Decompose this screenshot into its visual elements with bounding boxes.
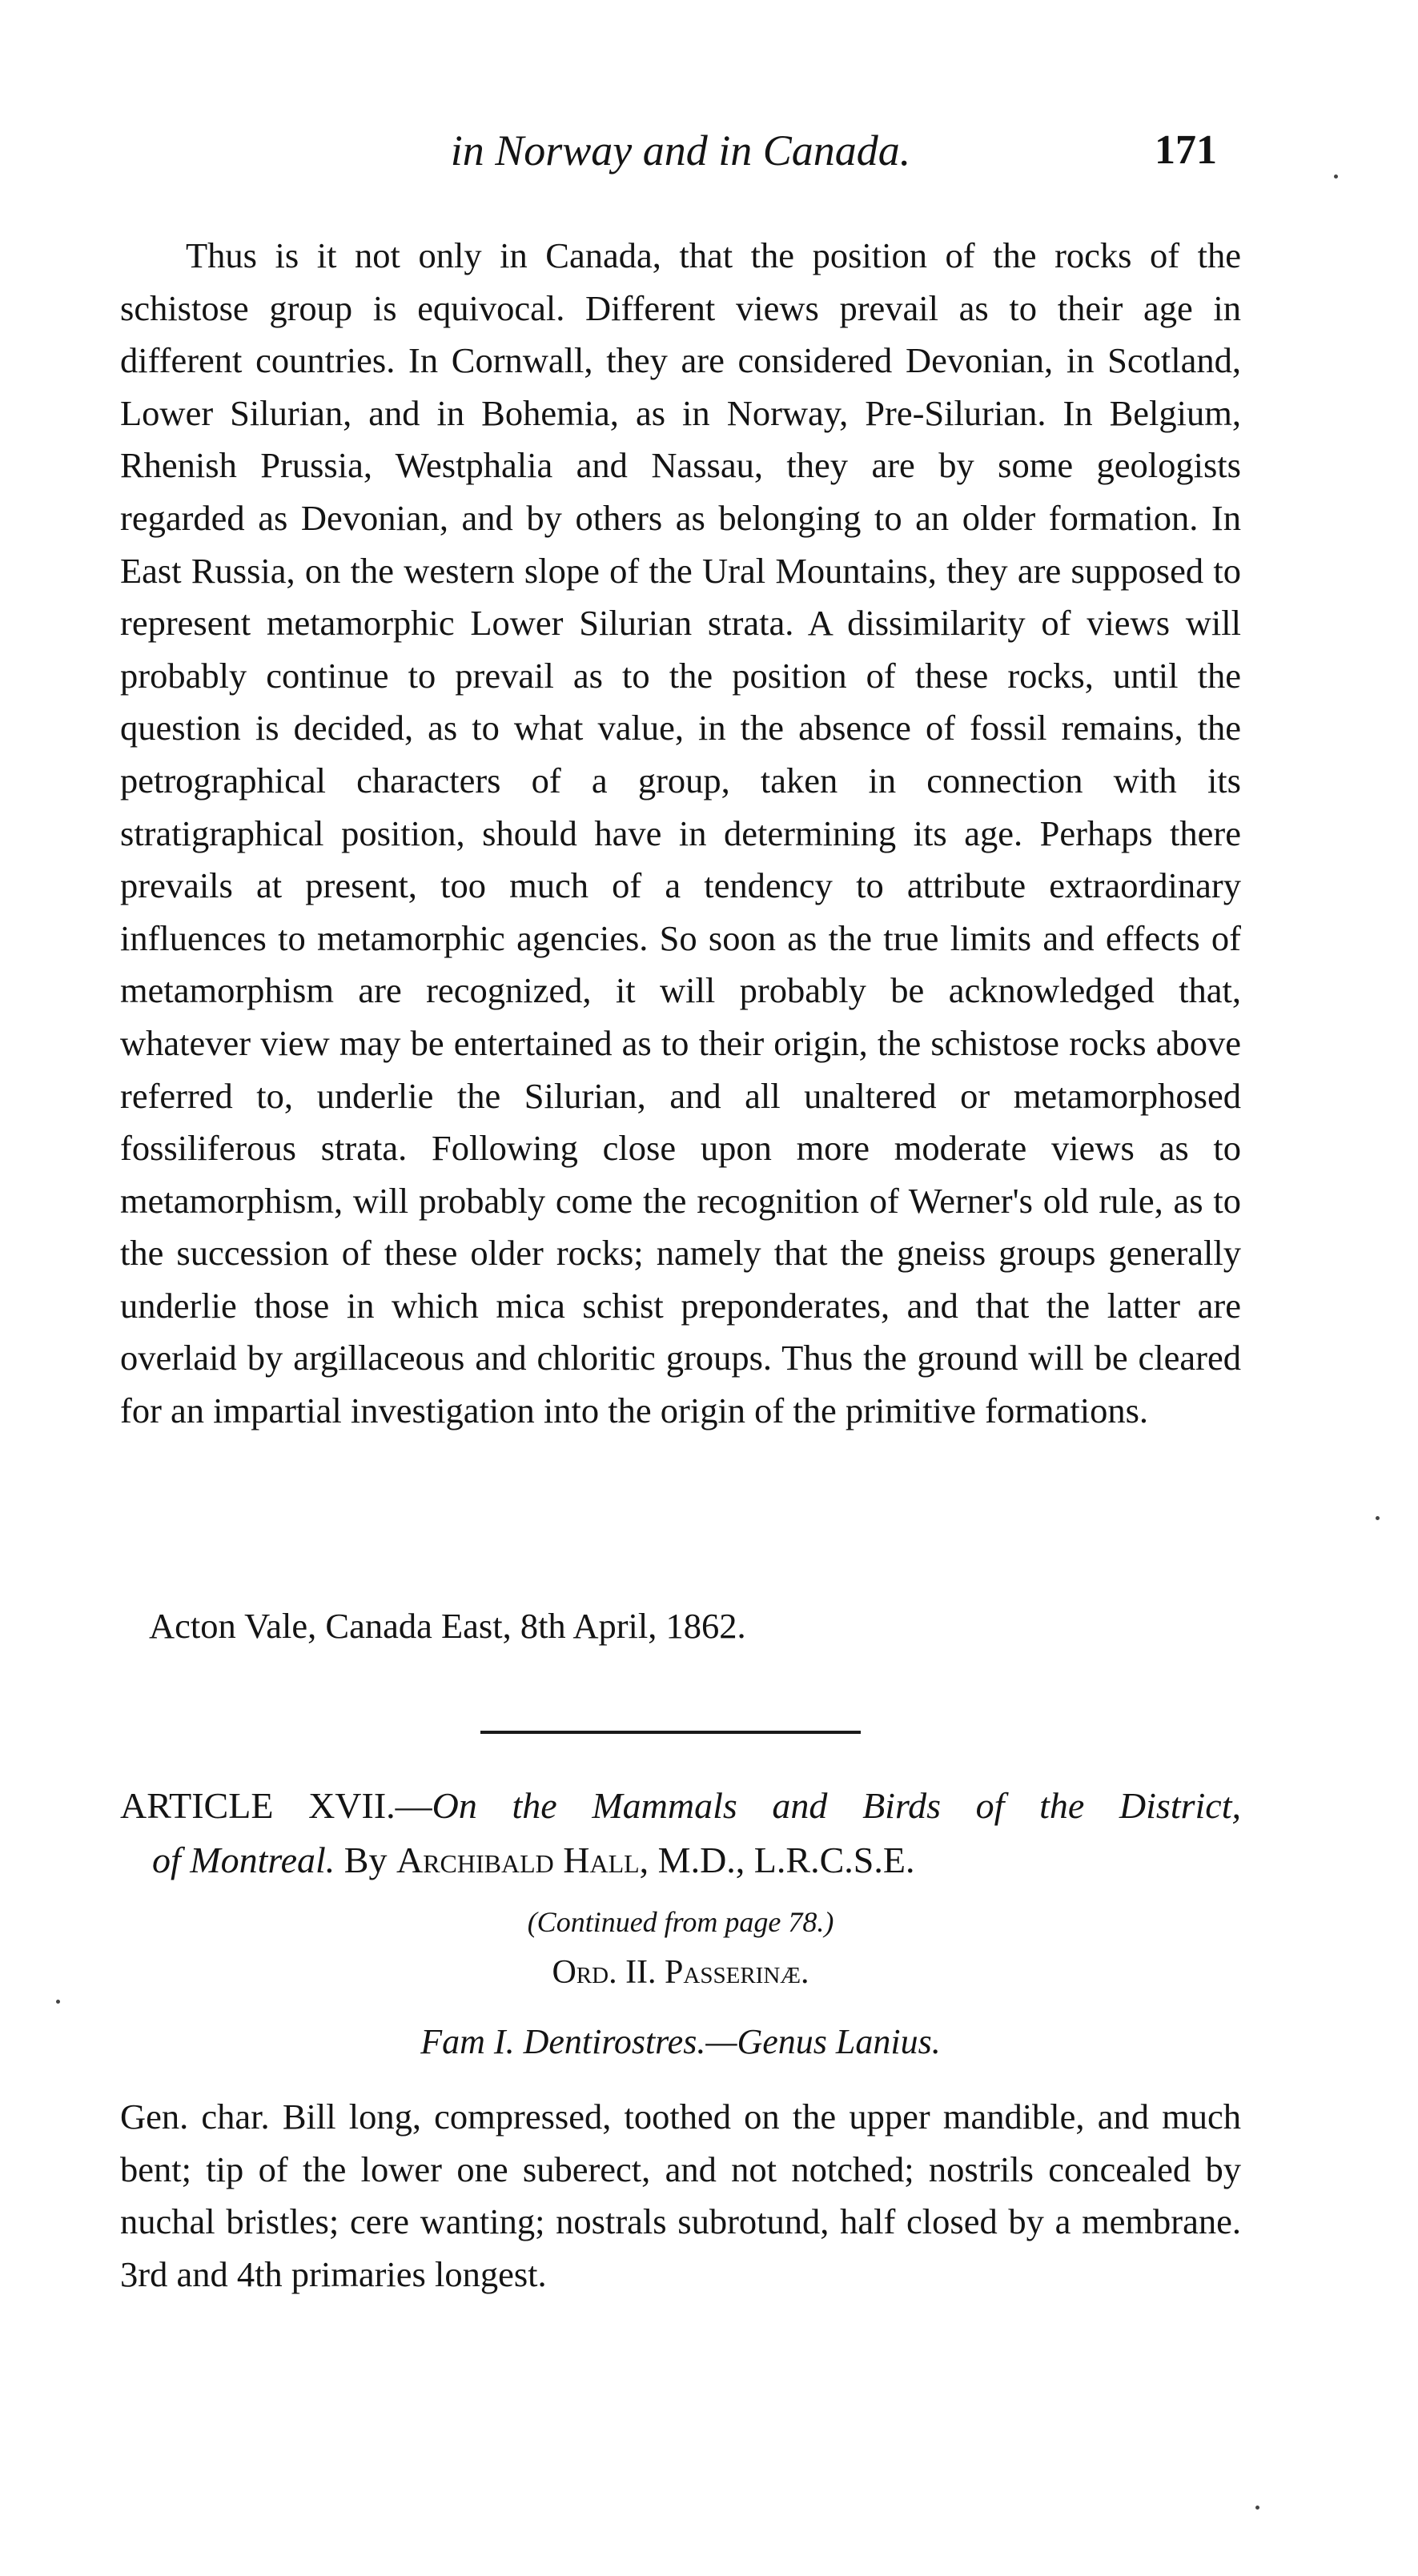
body-paragraph-1: Thus is it not only in Canada, that the position of the rocks of the schistose group is equivocal. Different views prevail as to their age in different countries. In Cornwall, they are considered Devonian, in Scotland, Lower Silurian, and in Bohemia, as in Norway, Pre-Silurian. In Belgium, Rhenish Prussia, Westphalia and Nassau, they are by some geologists regarded as Devonian, and by others as belonging to an older formation. In East Russia, on the western slope of the Ural Mountains, they are supposed to represent metamorphic Lower Silurian strata. A dissimilarity of views will probably continue to prevail as to the position of these rocks, until the question is decided, as to what value, in the absence of fossil remains, the petrographical characters of a group, taken in connection with its stratigraphical position, should have in determining its age. Perhaps there prevails at present, too much of a tendency to attribute extraordinary influences to metamorphic agencies. So soon as the true limits and effects of metamorphism are recognized, it will probably be acknowledged that, whatever view may be entertained as to their origin, the schistose rocks above referred to, underlie the Silurian, and all unaltered or metamorphosed fossiliferous strata. Following close upon more moderate views as to metamorphism, will probably come the recognition of Werner's old rule, as to the succession of these older rocks; namely that the gneiss groups generally underlie those in which mica schist preponderates, and that the latter are overlaid by argillaceous and chloritic groups. Thus the ground will be cleared for an impartial investigation into the origin of the primitive formations. bbox=[120, 235, 1241, 1431]
family-genus-heading: Fam I. Dentirostres.—Genus Lanius. bbox=[420, 2022, 941, 2061]
body-paragraph-2: Gen. char. Bill long, compressed, toothed on the upper mandible, and much bent; tip of the lower one suberect, and not notched; nostrils concealed by nuchal bristles; cere wanting; nostrals subrotund, half closed by a membrane. 3rd and 4th primaries longest. bbox=[120, 2097, 1241, 2294]
running-head-title: in Norway and in Canada. bbox=[450, 126, 911, 175]
article-author: Archibald Hall, M.D., L.R.C.S.E. bbox=[396, 1840, 915, 1880]
article-title-part-2: of Montreal. bbox=[152, 1840, 335, 1880]
dateline-signoff: Acton Vale, Canada East, 8th April, 1862. bbox=[149, 1606, 746, 1646]
article-byline-prefix: By bbox=[343, 1840, 388, 1880]
running-head bbox=[120, 120, 1241, 184]
margin-speck bbox=[1255, 2506, 1259, 2510]
article-heading bbox=[120, 1779, 1241, 1888]
order-heading: Ord. II. Passerinæ. bbox=[552, 1954, 809, 1991]
page-number: 171 bbox=[1155, 127, 1217, 173]
article-heading-line-1 bbox=[120, 1779, 1241, 1833]
continued-note: (Continued from page 78.) bbox=[527, 1906, 834, 1938]
margin-speck bbox=[1376, 1516, 1380, 1520]
article-title-part-1: On the Mammals and Birds of the District, bbox=[432, 1785, 1241, 1826]
book-page bbox=[120, 0, 1241, 2576]
margin-speck bbox=[56, 2000, 60, 2004]
article-dash: — bbox=[395, 1785, 432, 1826]
article-heading-line-2 bbox=[120, 1833, 1241, 1888]
margin-speck bbox=[1334, 175, 1338, 179]
section-divider-rule bbox=[480, 1731, 861, 1734]
article-number: ARTICLE XVII. bbox=[120, 1785, 396, 1826]
